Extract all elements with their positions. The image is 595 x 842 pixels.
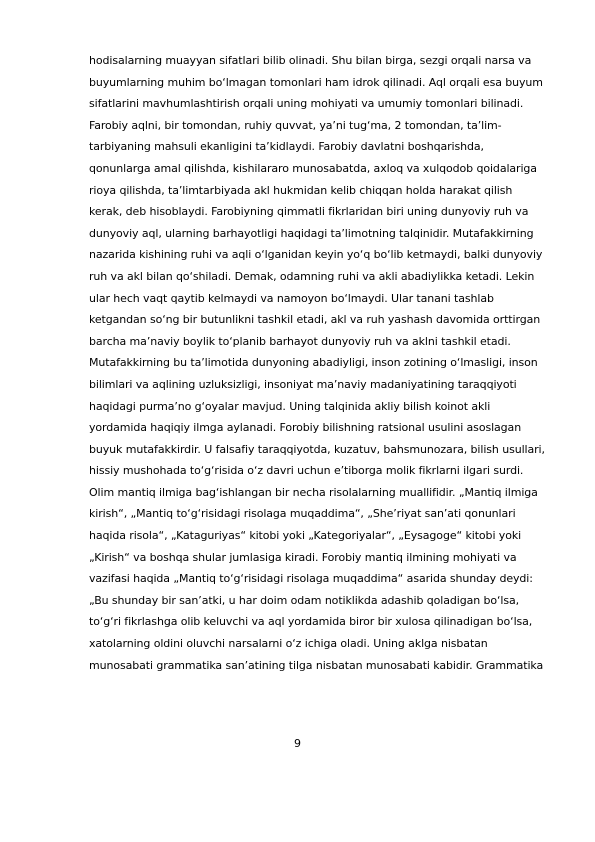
text-line: haqidagi purma’no g‘oyalar mavjud. Uning talqinida akliy bilish koinot akli bbox=[89, 399, 491, 413]
text-line: „Bu shunday bir san’atki, u har doim odam notiklikda adashib qoladigan bo‘lsa, bbox=[89, 593, 520, 607]
text-line: „Kirish“ va boshqa shular jumlasiga kiradi. Forobiy mantiq ilmining mohiyati va bbox=[89, 550, 517, 564]
page-number: 9 bbox=[294, 737, 301, 750]
text-line: tarbiyaning mahsuli ekanligini ta’kidlaydi. Farobiy davlatni boshqarishda, bbox=[89, 140, 484, 154]
text-line: munosabati grammatika san’atining tilga nisbatan munosabati kabidir. Grammatika bbox=[89, 658, 544, 672]
text-line: to‘g‘ri fikrlashga olib keluvchi va aql yordamida biror bir xulosa qilinadigan bo‘lsa, bbox=[89, 615, 533, 629]
text-line: Olim mantiq ilmiga bag‘ishlangan bir necha risolalarning muallifidir. „Mantiq ilmiga bbox=[89, 485, 538, 499]
text-line: xatolarning oldini oluvchi narsalarni o‘z ichiga oladi. Uning aklga nisbatan bbox=[89, 637, 488, 651]
text-line: vazifasi haqida „Mantiq to‘g‘risidagi risolaga muqaddima“ asarida shunday deydi: bbox=[89, 572, 533, 586]
text-line: nazarida kishining ruhi va aqli o‘lganidan keyin yo‘q bo‘lib ketmaydi, balki dunyoviy bbox=[89, 248, 543, 262]
text-line: ruh va akl bilan qo‘shiladi. Demak, odamning ruhi va akli abadiylikka ketadi. Lekin bbox=[89, 269, 535, 283]
text-line: kerak, deb hisoblaydi. Farobiyning qimmatli fikrlaridan biri uning dunyoviy ruh va bbox=[89, 205, 529, 219]
text-line: yordamida haqiqiy ilmga aylanadi. Forobiy bilishning ratsional usulini asoslagan bbox=[89, 421, 522, 435]
text-line: Mutafakkirning bu ta’limotida dunyoning abadiyligi, inson zotining o‘lmasligi, inson bbox=[89, 356, 538, 370]
text-line: Farobiy aqlni, bir tomondan, ruhiy quvvat, ya’ni tug‘ma, 2 tomondan, ta’lim- bbox=[89, 118, 502, 132]
text-line: dunyoviy aql, ularning barhayotligi haqidagi ta’limotning talqinidir. Mutafakkirning bbox=[89, 226, 534, 240]
body-text bbox=[89, 50, 569, 676]
text-line: qonunlarga amal qilishda, kishilararo munosabatda, axloq va xulqodob qoidalariga bbox=[89, 161, 537, 175]
text-line: bilimlari va aqlining uzluksizligi, insoniyat ma’naviy madaniyatining taraqqiyoti bbox=[89, 377, 517, 391]
text-line: haqida risola“, „Kataguriyas“ kitobi yoki „Kategoriyalar“, „Eysagoge“ kitobi yoki bbox=[89, 529, 522, 543]
text-line: buyuk mutafakkirdir. U falsafiy taraqqiyotda, kuzatuv, bahsmunozara, bilish usullari, bbox=[89, 442, 545, 456]
text-line: ular hech vaqt qaytib kelmaydi va namoyon bo‘lmaydi. Ular tanani tashlab bbox=[89, 291, 494, 305]
text-line: ketgandan so‘ng bir butunlikni tashkil etadi, akl va ruh yashash davomida orttirgan bbox=[89, 313, 541, 327]
text-line: hissiy mushohada to‘g‘risida o‘z davri uchun e’tiborga molik fikrlarni ilgari surdi. bbox=[89, 464, 524, 478]
text-line: hodisalarning muayyan sifatlari bilib olinadi. Shu bilan birga, sezgi orqali narsa va bbox=[89, 54, 532, 67]
text-line: rioya qilishda, ta’limtarbiyada akl hukmidan kelib chiqqan holda harakat qilish bbox=[89, 183, 513, 197]
text-line: buyumlarning muhim bo‘lmagan tomonlari ham idrok qilinadi. Aql orqali esa buyum bbox=[89, 75, 543, 89]
text-line: barcha ma’naviy boylik to‘planib barhayot dunyoviy ruh va aklni tashkil etadi. bbox=[89, 334, 511, 348]
text-line: kirish“, „Mantiq to‘g‘risidagi risolaga muqaddima“, „She’riyat san’ati qonunlari bbox=[89, 507, 516, 521]
text-line: sifatlarini mavhumlashtirish orqali uning mohiyati va umumiy tomonlari bilinadi. bbox=[89, 97, 524, 111]
